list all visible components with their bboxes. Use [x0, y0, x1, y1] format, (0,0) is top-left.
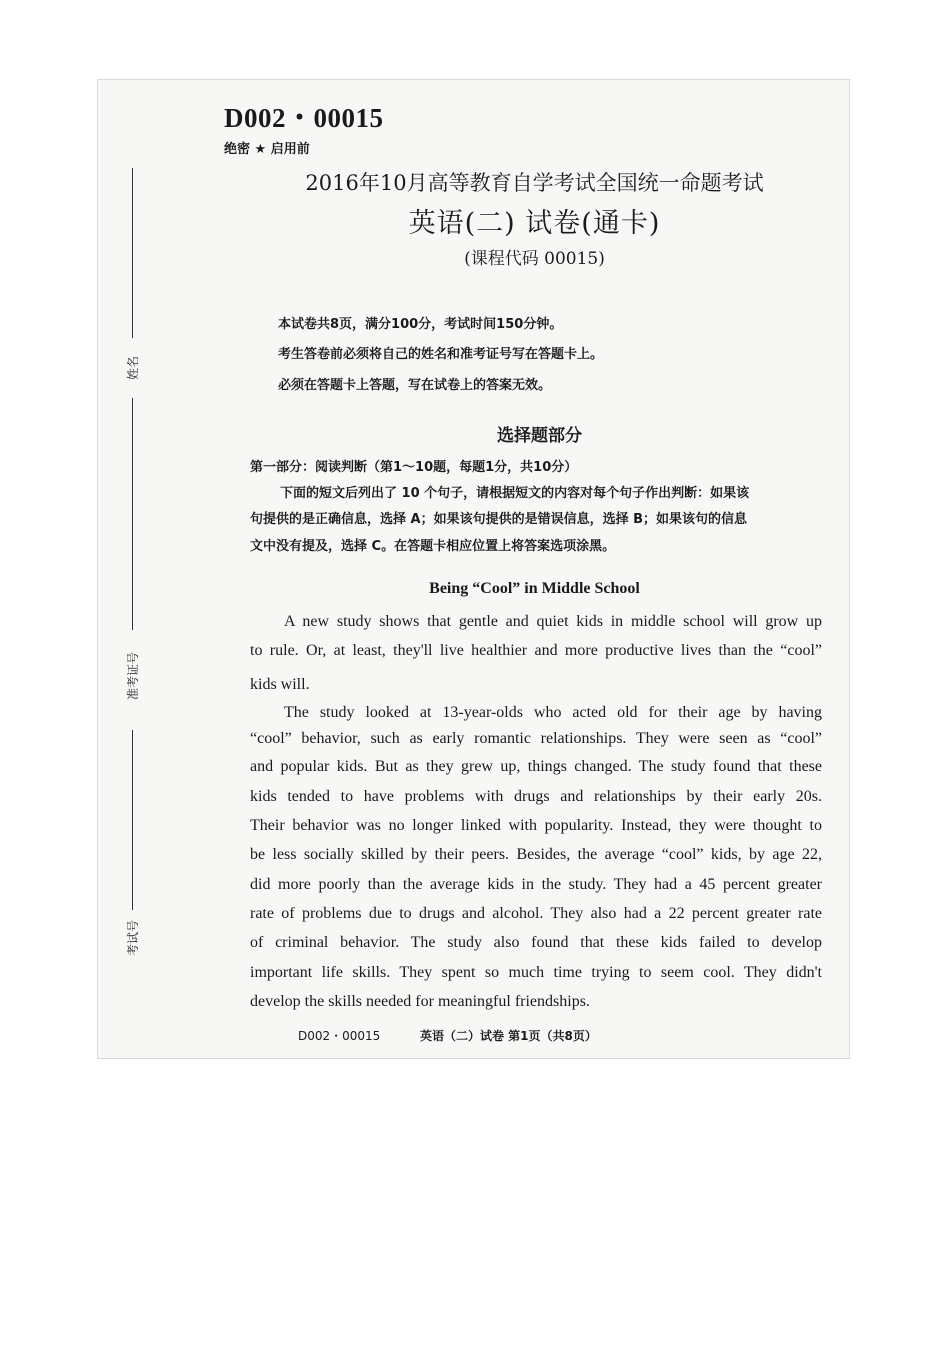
article-line: develop the skills needed for meaningful friendships. [250, 993, 590, 1010]
article-line: be less socially skilled by their peers. Besides, the average “cool” kids, by age 22, [250, 846, 822, 863]
article-line: “cool” behavior, such as early romantic relationships. They were seen as “cool” [250, 730, 822, 747]
intro-line: 必须在答题卡上答题，写在试卷上的答案无效。 [278, 378, 552, 393]
article-line: Their behavior was no longer linked with popularity. Instead, they were thought to [250, 817, 822, 834]
article-line: kids tended to have problems with drugs and relationships by their early 20s. [250, 788, 822, 805]
article-line: of criminal behavior. The study also found that these kids failed to develop [250, 934, 822, 951]
section-title: 选择题部分 [497, 426, 582, 446]
course-code: (课程代码 00015) [464, 249, 605, 269]
side-label-exam-no: 考试号 [126, 919, 140, 956]
instruction-line: 文中没有提及，选择 C。在答题卡相应位置上将答案选项涂黑。 [250, 539, 616, 554]
article-line: important life skills. They spent so much time trying to seem cool. They didn't [250, 964, 822, 981]
exam-title: 2016年10月高等教育自学考试全国统一命题考试 [305, 171, 764, 195]
confidential-mark: 绝密 ★ 启用前 [224, 142, 310, 157]
article-line: to rule. Or, at least, they'll live healthier and more productive lives than the “cool” [250, 642, 822, 659]
paper-code: D002・00015 [224, 103, 384, 133]
footer-code: D002・00015 [298, 1029, 381, 1043]
side-label-admission: 准考证号 [126, 651, 140, 700]
article-line: kids will. [250, 676, 310, 693]
part-title: 第一部分：阅读判断（第1～10题，每题1分，共10分） [250, 460, 578, 475]
article-line: did more poorly than the average kids in the study. They had a 45 percent greater [250, 876, 822, 893]
intro-line: 考生答卷前必须将自己的姓名和准考证号写在答题卡上。 [278, 347, 604, 362]
article-title: Being “Cool” in Middle School [429, 580, 640, 597]
side-label-name: 姓名 [126, 355, 140, 380]
instruction-line: 下面的短文后列出了 10 个句子，请根据短文的内容对每个句子作出判断：如果该 [280, 486, 750, 501]
article-line: rate of problems due to drugs and alcohol. They also had a 22 percent greater rate [250, 905, 822, 922]
intro-line: 本试卷共8页，满分100分，考试时间150分钟。 [278, 317, 563, 332]
instruction-line: 句提供的是正确信息，选择 A；如果该句提供的是错误信息，选择 B；如果该句的信息 [250, 512, 748, 527]
subject-title: 英语(二) 试卷(通卡) [408, 208, 661, 239]
scanned-exam-page [97, 79, 850, 1059]
article-line: A new study shows that gentle and quiet kids in middle school will grow up [284, 613, 822, 630]
binding-line-3 [132, 730, 133, 910]
article-line: and popular kids. But as they grew up, things changed. The study found that these [250, 758, 822, 775]
article-line: The study looked at 13-year-olds who acted old for their age by having [284, 704, 822, 721]
footer-page: 英语（二）试卷 第1页（共8页） [420, 1029, 597, 1043]
